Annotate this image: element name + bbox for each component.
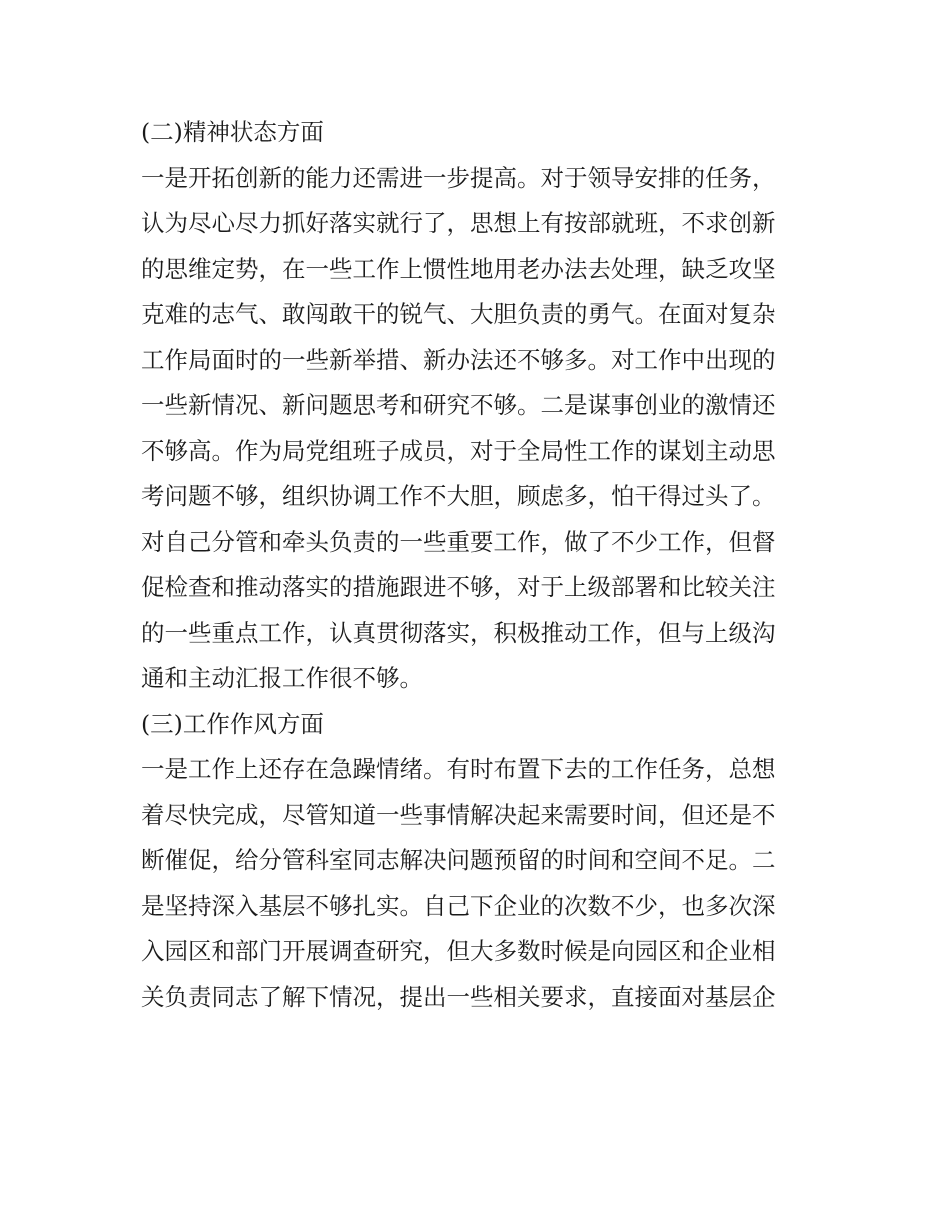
text-line: 克难的志气、敢闯敢干的锐气、大胆负责的勇气。在面对复杂 bbox=[141, 300, 776, 328]
text-line: 一些新情况、新问题思考和研究不够。二是谋事创业的激情还 bbox=[141, 391, 776, 419]
text-line: 认为尽心尽力抓好落实就行了，思想上有按部就班，不求创新 bbox=[141, 209, 776, 237]
text-line: 断催促，给分管科室同志解决问题预留的时间和空间不足。二 bbox=[141, 846, 776, 874]
section-heading-work-style: (三)工作作风方面 bbox=[141, 709, 324, 738]
text-line: 着尽快完成，尽管知道一些事情解决起来需要时间，但还是不 bbox=[141, 800, 776, 829]
text-line: 对自己分管和牵头负责的一些重要工作，做了不少工作，但督 bbox=[141, 527, 776, 556]
document-body bbox=[141, 110, 813, 1020]
text-line: 关负责同志了解下情况，提出一些相关要求，直接面对基层企 bbox=[141, 982, 776, 1011]
text-line: 入园区和部门开展调查研究，但大多数时候是向园区和企业相 bbox=[141, 937, 776, 965]
text-line: 不够高。作为局党组班子成员，对于全局性工作的谋划主动思 bbox=[141, 436, 776, 465]
text-line: 是坚持深入基层不够扎实。自己下企业的次数不少，也多次深 bbox=[141, 891, 776, 920]
section-heading-spirit: (二)精神状态方面 bbox=[141, 118, 324, 146]
text-line: 一是工作上还存在急躁情绪。有时布置下去的工作任务，总想 bbox=[141, 755, 776, 783]
text-line: 工作局面时的一些新举措、新办法还不够多。对工作中出现的 bbox=[141, 345, 776, 374]
text-line: 一是开拓创新的能力还需进一步提高。对于领导安排的任务， bbox=[141, 163, 776, 192]
text-line: 通和主动汇报工作很不够。 bbox=[141, 664, 423, 692]
text-line: 的思维定势，在一些工作上惯性地用老办法去处理，缺乏攻坚 bbox=[141, 254, 776, 283]
text-line: 考问题不够，组织协调工作不大胆，顾虑多，怕干得过头了。 bbox=[141, 482, 776, 510]
text-line: 促检查和推动落实的措施跟进不够，对于上级部署和比较关注 bbox=[141, 573, 776, 601]
text-line: 的一些重点工作，认真贯彻落实，积极推动工作，但与上级沟 bbox=[141, 618, 776, 647]
